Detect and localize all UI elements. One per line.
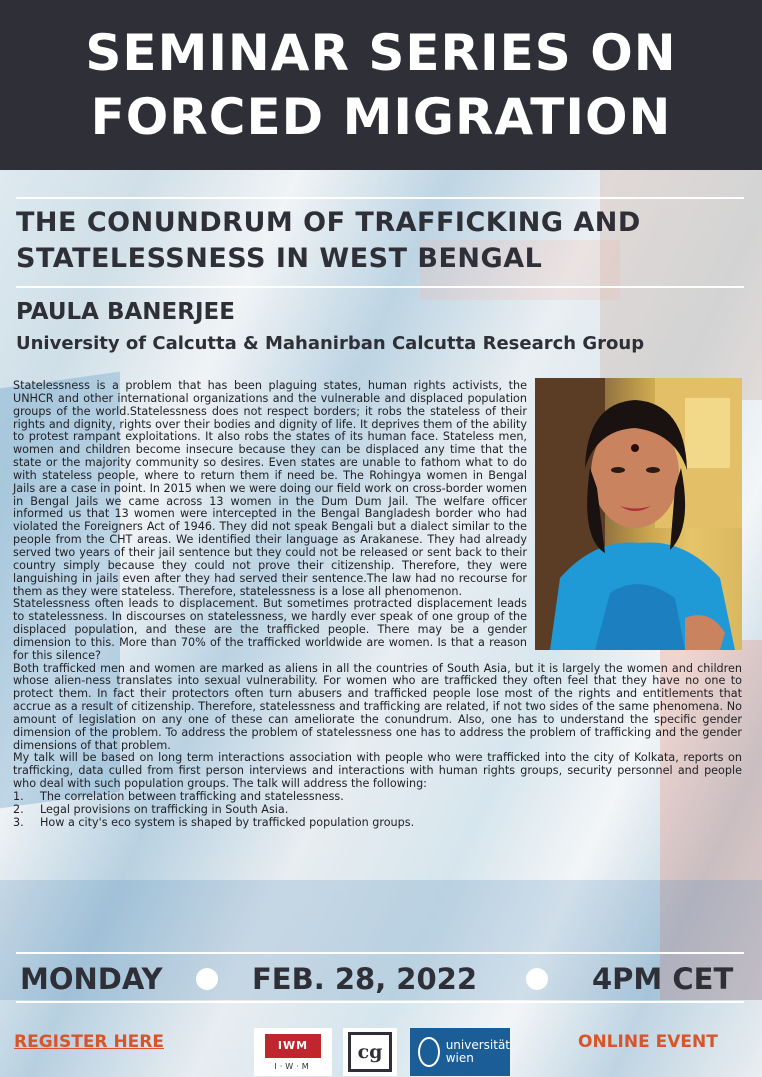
series-header	[0, 0, 762, 170]
event-day: MONDAY	[20, 962, 163, 996]
separator-dot	[526, 968, 548, 990]
abstract-paragraph-4: My talk will be based on long term interactions association with people who were trafficked into the city of Kolkata, reports on trafficking, data culled from first person interviews and interactions with human rights groups, security personnel and people who deal with such population groups. The talk will address the following:	[13, 751, 742, 791]
online-event-label: ONLINE EVENT	[578, 1032, 718, 1052]
list-item	[13, 804, 742, 817]
series-title-line-1: SEMINAR SERIES ON	[85, 24, 677, 82]
separator-dot	[196, 968, 218, 990]
abstract	[13, 380, 742, 830]
talk-title	[16, 205, 746, 277]
abstract-paragraph-2: Statelessness often leads to displacement. But sometimes protracted displacement leads to statelessness. In discourses on statelessness, we hardly ever speak of one group of the displaced population, and these are the trafficked people. There may be a gender dimension to this. More than 70% of the trafficked worldwide are women. Is that a reason for this silence?	[13, 597, 527, 662]
divider	[16, 1001, 744, 1003]
speaker-name: PAULA BANERJEE	[16, 299, 235, 325]
divider	[16, 197, 744, 199]
abstract-paragraph-3: Both trafficked men and women are marked as aliens in all the countries of South Asia, but it is largely the women and children whose alien-ness translates into sexual vulnerability. For women who are trafficked they often feel that they have no one to protect them. In fact their protectors often turn abusers and trafficked people lose most of the rights and entitlements that accrue as a result of citizenship. Therefore, statelessness and trafficking are related, if not two sides of the same phenomena. No amount of legislation on any one of these can ameliorate the conundrum. Also, one has to understand the specific gender dimension of the problem. To address the problem of statelessness one has to address the problem of trafficking and the gender dimensions of that problem.	[13, 661, 742, 752]
iwm-logo-subtitle: I·W·M	[274, 1061, 312, 1071]
talk-title-line-2: STATELESSNESS IN WEST BENGAL	[16, 243, 543, 274]
iwm-logo-mark: IWM	[265, 1034, 321, 1058]
list-item-number: 3.	[13, 815, 24, 829]
list-item	[13, 791, 742, 804]
list-item-text: How a city's eco system is shaped by trafficked population groups.	[40, 815, 415, 829]
event-time: 4PM CET	[592, 962, 734, 996]
register-link[interactable]: REGISTER HERE	[14, 1032, 164, 1052]
universitat-wien-line-1: universität	[445, 1038, 510, 1052]
universitat-wien-text	[446, 1039, 510, 1065]
list-item-number: 1.	[13, 790, 24, 803]
abstract-paragraph-1: Statelessness is a problem that has been plaguing states, human rights activists, the UNHCR and other international organizations and the vulnerable and displaced population groups of the world.Statelessness does not respect borders; it robs the stateless of their rights and dignity, rights over their bodies and dignity of life. It deprives them of the ability to protest rampant exploitations. It also robs the states of its human face. Stateless men, women and children become insecure because they can be displaced any time that the state or the majority community so desires. Even states are unable to fathom what to do with stateless people, where to return them if need be. The Rohingya women in Bengal Jails are a case in point. In 2015 when we were doing our field work on cross-border women in Bengal Jails we came across 13 women in the Dum Dum Jail. The welfare officer informed us that 13 women were intercepted in the Bengal Bangladesh border who had violated the Foreigners Act of 1946. They did not speak Bengali but a dialect similar to the people from the CHT areas. We identified their language as Arakanese. They had already served two years of their jail sentence but they could not be released or sent back to their country simply because they could not prove their citizenship. Therefore, they were languishing in jails even after they had served their sentence.The law had no recourse for them as they were stateless. Therefore, statelessness is a lose all phenomenon.	[13, 379, 527, 598]
topics-list	[13, 791, 742, 830]
background-paint	[600, 160, 762, 400]
universitat-wien-logo	[410, 1028, 510, 1076]
list-item-text: The correlation between trafficking and statelessness.	[40, 790, 344, 803]
list-item	[13, 817, 742, 830]
divider	[16, 952, 744, 954]
series-title-line-2: FORCED MIGRATION	[90, 88, 672, 146]
talk-title-line-1: THE CONUNDRUM OF TRAFFICKING AND	[16, 207, 641, 238]
list-item-number: 2.	[13, 802, 24, 816]
event-date: FEB. 28, 2022	[252, 962, 478, 996]
speaker-affiliation: University of Calcutta & Mahanirban Calcutta Research Group	[16, 333, 645, 354]
universitat-wien-line-2: wien	[445, 1051, 474, 1065]
list-item-text: Legal provisions on trafficking in South Asia.	[40, 802, 289, 816]
iwm-logo	[254, 1028, 332, 1076]
cg-logo	[343, 1028, 397, 1076]
event-details	[20, 960, 740, 1000]
photo-wrap-space	[527, 380, 742, 655]
university-seal-icon	[418, 1037, 440, 1067]
divider	[16, 286, 744, 288]
cg-logo-mark: cg	[348, 1032, 392, 1072]
